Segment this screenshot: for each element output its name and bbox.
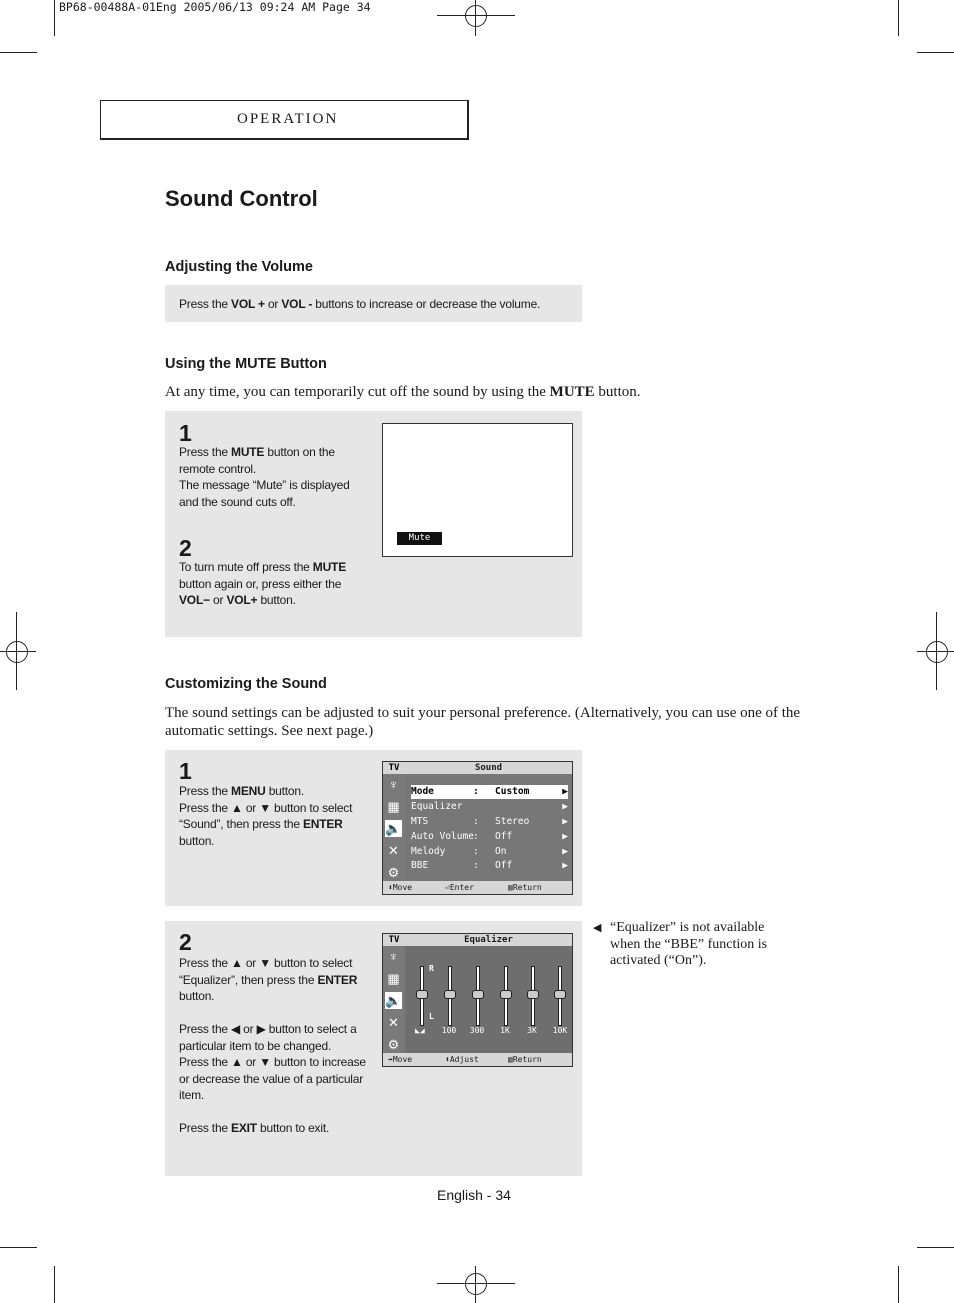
arrow-right-icon: ▶ — [562, 816, 568, 827]
return-hint: ▥Return — [508, 1055, 542, 1064]
sound-menu-footer — [383, 881, 572, 894]
sound-menu-body — [405, 774, 572, 882]
step-number: 1 — [179, 420, 192, 446]
leftright-icon: ⬌ — [388, 1055, 393, 1064]
menu-row-mts[interactable]: MTS : Stereo ▶ — [411, 816, 568, 827]
band-label: 1K — [500, 1026, 510, 1035]
equalizer-footer — [383, 1053, 572, 1066]
osd-sidebar — [383, 934, 405, 1066]
arrow-right-icon: ▶ — [562, 846, 568, 857]
left-channel-label: L — [429, 1012, 434, 1021]
custom-step2-box — [165, 921, 582, 1176]
menu-row-equalizer[interactable]: Equalizer ▶ — [411, 801, 568, 812]
volume-note: Press the VOL + or VOL - buttons to increase or decrease the volume. — [179, 297, 541, 311]
mute-step1-text: Press the MUTE button on the remote control. The message “Mute” is displayed and the sound cuts off. — [179, 445, 350, 509]
band-slider[interactable] — [443, 966, 455, 1024]
step-number: 2 — [179, 535, 192, 561]
mute-step2-text: To turn mute off press the MUTE button again or, press either the VOL− or VOL+ button. — [179, 560, 346, 607]
page-number: English - 34 — [437, 1187, 511, 1203]
setup-icon: ⚙ — [387, 1037, 400, 1052]
balance-icon: ◣◢ — [415, 1026, 425, 1035]
antenna-icon: ♆ — [388, 777, 399, 792]
mute-steps-box — [165, 411, 582, 637]
sound-menu-title: Sound — [405, 762, 572, 774]
enter-hint: ⏎Enter — [445, 883, 474, 892]
setup-icon: ⚙ — [387, 865, 400, 880]
equalizer-body — [405, 946, 572, 1054]
picture-icon: ▦ — [387, 799, 400, 814]
return-hint: ▥Return — [508, 883, 542, 892]
satellite-icon: ✕ — [388, 843, 399, 858]
menu-icon: ▥ — [508, 1055, 513, 1064]
band-slider[interactable] — [499, 966, 511, 1024]
band-label: 300 — [469, 1026, 485, 1035]
page-title: Sound Control — [165, 186, 318, 211]
menu-row-bbe[interactable]: BBE : Off ▶ — [411, 860, 568, 871]
adjust-hint: ⬍Adjust — [445, 1055, 479, 1064]
band-label: 100 — [441, 1026, 457, 1035]
menu-row-melody[interactable]: Melody : On ▶ — [411, 846, 568, 857]
equalizer-screen — [382, 933, 573, 1067]
sound-menu-screen — [382, 761, 573, 895]
mute-heading: Using the MUTE Button — [165, 356, 327, 372]
speaker-icon: 🔈 — [385, 993, 402, 1008]
equalizer-title: Equalizer — [405, 934, 572, 946]
custom-heading: Customizing the Sound — [165, 676, 327, 692]
section-tab-label: OPERATION — [237, 111, 339, 127]
menu-row-auto-volume[interactable]: Auto Volume : Off ▶ — [411, 831, 568, 842]
volume-heading: Adjusting the Volume — [165, 259, 313, 275]
step-number: 2 — [179, 929, 192, 955]
band-slider[interactable] — [526, 966, 538, 1024]
mute-screen — [382, 423, 573, 557]
antenna-icon: ♆ — [388, 949, 399, 964]
section-tab — [100, 100, 469, 140]
custom-step1-box — [165, 750, 582, 906]
custom-intro: The sound settings can be adjusted to suit your personal preference. (Alternatively, you can use one of the automatic settings. See next page.) — [165, 705, 801, 739]
equalizer-note: “Equalizer” is not available when the “BBE” function is activated (“On”). — [610, 920, 768, 968]
balance-slider[interactable] — [415, 966, 427, 1024]
arrow-right-icon: ▶ — [562, 786, 568, 797]
menu-row-mode[interactable]: Mode : Custom ▶ — [411, 786, 568, 797]
custom-step1-text: Press the MENU button. Press the ▲ or ▼ button to select “Sound”, then press the ENTER button. — [179, 784, 353, 848]
band-label: 10K — [552, 1026, 568, 1035]
updown-icon: ⬍ — [388, 883, 393, 892]
volume-note-box — [165, 285, 582, 322]
updown-icon: ⬍ — [445, 1055, 450, 1064]
move-hint: ⬌Move — [388, 1055, 413, 1064]
band-slider[interactable] — [471, 966, 483, 1024]
tv-label: TV — [383, 934, 405, 946]
mute-osd-label: Mute — [397, 532, 442, 545]
step-number: 1 — [179, 758, 192, 784]
arrow-right-icon: ▶ — [562, 801, 568, 812]
osd-sidebar — [383, 762, 405, 894]
right-channel-label: R — [429, 964, 434, 973]
print-header: BP68-00488A-01Eng 2005/06/13 09:24 AM Page 34 — [59, 0, 371, 14]
band-slider[interactable] — [553, 966, 565, 1024]
custom-step2-text: Press the ▲ or ▼ button to select “Equalizer”, then press the ENTER button. Press the ◀ or ▶ button to select a particular item to be changed. Press the ▲ or ▼ button to increase or decrease the value of a particular item. Press the EXIT button to exit. — [179, 956, 366, 1135]
picture-icon: ▦ — [387, 971, 400, 986]
enter-icon: ⏎ — [445, 883, 450, 892]
tv-label: TV — [383, 762, 405, 774]
satellite-icon: ✕ — [388, 1015, 399, 1030]
arrow-left-icon: ◀ — [593, 922, 602, 934]
arrow-right-icon: ▶ — [562, 860, 568, 871]
band-label: 3K — [527, 1026, 537, 1035]
move-hint: ⬍Move — [388, 883, 413, 892]
mute-intro: At any time, you can temporarily cut off the sound by using the MUTE button. — [165, 384, 641, 400]
menu-icon: ▥ — [508, 883, 513, 892]
arrow-right-icon: ▶ — [562, 831, 568, 842]
speaker-icon: 🔈 — [385, 821, 402, 836]
